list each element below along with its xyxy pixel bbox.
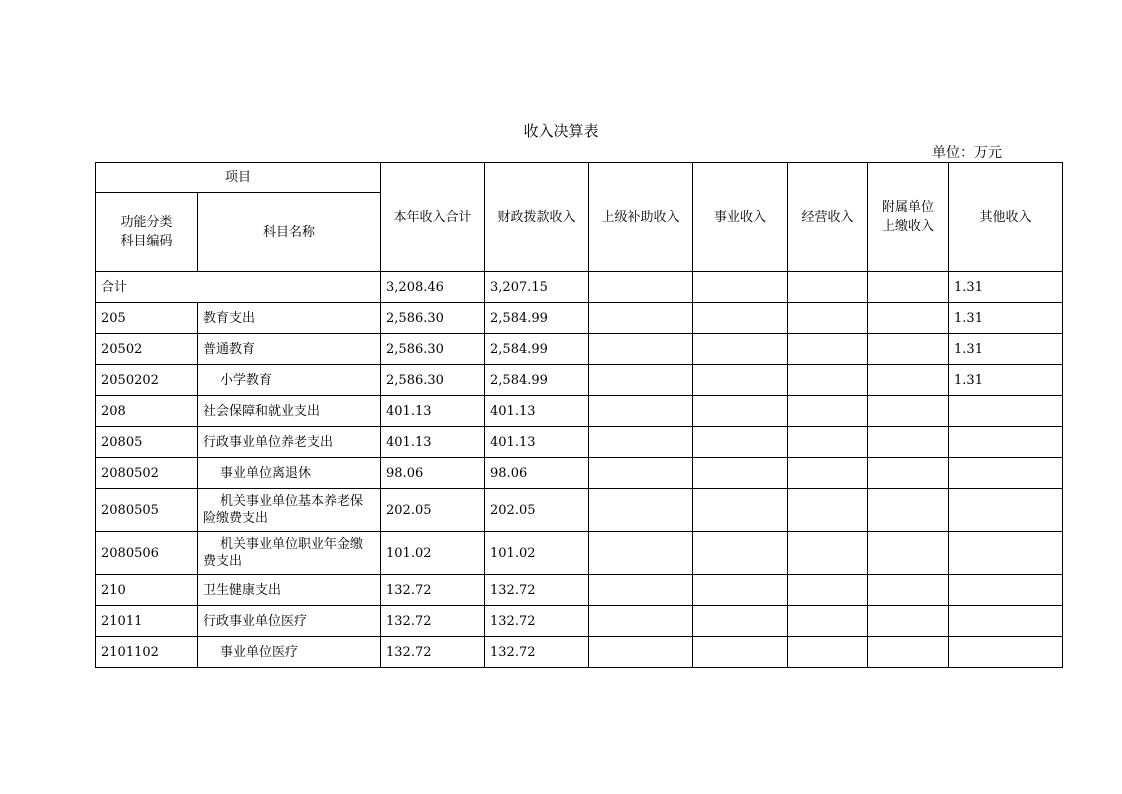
total-cell-total: 3,208.46 (381, 272, 485, 303)
header-operating: 经营收入 (788, 163, 868, 272)
row-cell-business (693, 637, 788, 668)
row-cell-business (693, 427, 788, 458)
row-name: 行政事业单位医疗 (198, 606, 381, 637)
row-cell-superior (589, 427, 693, 458)
row-code: 208 (96, 396, 198, 427)
row-cell-operating (788, 427, 868, 458)
row-cell-other (949, 489, 1063, 532)
row-cell-fiscal: 132.72 (485, 637, 589, 668)
row-cell-superior (589, 637, 693, 668)
table-row (96, 575, 1063, 606)
row-cell-superior (589, 365, 693, 396)
row-name: 事业单位医疗 (198, 637, 381, 668)
row-cell-superior (589, 303, 693, 334)
row-name: 小学教育 (198, 365, 381, 396)
row-name: 卫生健康支出 (198, 575, 381, 606)
row-cell-affiliated (868, 365, 949, 396)
table-row (96, 532, 1063, 575)
row-cell-total: 2,586.30 (381, 303, 485, 334)
row-cell-affiliated (868, 606, 949, 637)
row-cell-total: 132.72 (381, 637, 485, 668)
row-cell-total: 2,586.30 (381, 334, 485, 365)
table-row (96, 303, 1063, 334)
row-cell-fiscal: 2,584.99 (485, 303, 589, 334)
row-cell-other (949, 575, 1063, 606)
total-cell-other: 1.31 (949, 272, 1063, 303)
row-cell-operating (788, 458, 868, 489)
row-cell-other: 1.31 (949, 303, 1063, 334)
row-cell-affiliated (868, 303, 949, 334)
row-cell-other (949, 396, 1063, 427)
total-cell-operating (788, 272, 868, 303)
row-cell-superior (589, 458, 693, 489)
row-name: 事业单位离退休 (198, 458, 381, 489)
row-cell-business (693, 489, 788, 532)
row-code: 2101102 (96, 637, 198, 668)
unit-label: 单位：万元 (932, 145, 1002, 161)
row-cell-business (693, 303, 788, 334)
row-code: 205 (96, 303, 198, 334)
header-superior: 上级补助收入 (589, 163, 693, 272)
row-cell-fiscal: 132.72 (485, 606, 589, 637)
row-cell-other (949, 606, 1063, 637)
table-title: 收入决算表 (523, 122, 599, 140)
header-project: 项目 (96, 163, 381, 193)
row-cell-total: 401.13 (381, 427, 485, 458)
row-cell-superior (589, 489, 693, 532)
row-code: 2080505 (96, 489, 198, 532)
row-cell-operating (788, 637, 868, 668)
row-cell-operating (788, 489, 868, 532)
row-name: 机关事业单位基本养老保险缴费支出 (198, 489, 381, 532)
row-cell-affiliated (868, 396, 949, 427)
table-row (96, 458, 1063, 489)
table-row (96, 489, 1063, 532)
row-cell-affiliated (868, 637, 949, 668)
row-cell-fiscal: 401.13 (485, 427, 589, 458)
row-cell-other: 1.31 (949, 365, 1063, 396)
row-cell-affiliated (868, 427, 949, 458)
row-cell-superior (589, 575, 693, 606)
row-cell-business (693, 575, 788, 606)
row-cell-operating (788, 532, 868, 575)
table-row (96, 637, 1063, 668)
total-cell-superior (589, 272, 693, 303)
row-cell-fiscal: 2,584.99 (485, 365, 589, 396)
row-cell-fiscal: 401.13 (485, 396, 589, 427)
row-name: 社会保障和就业支出 (198, 396, 381, 427)
row-cell-fiscal: 101.02 (485, 532, 589, 575)
row-cell-total: 132.72 (381, 575, 485, 606)
row-cell-total: 132.72 (381, 606, 485, 637)
row-code: 2050202 (96, 365, 198, 396)
row-name: 机关事业单位职业年金缴费支出 (198, 532, 381, 575)
row-cell-business (693, 532, 788, 575)
row-code: 2080506 (96, 532, 198, 575)
table-row (96, 334, 1063, 365)
row-cell-superior (589, 606, 693, 637)
row-cell-total: 401.13 (381, 396, 485, 427)
row-cell-other (949, 637, 1063, 668)
header-affiliated: 附属单位 上缴收入 (868, 163, 949, 272)
row-cell-superior (589, 396, 693, 427)
row-code: 2080502 (96, 458, 198, 489)
header-fiscal: 财政拨款收入 (485, 163, 589, 272)
row-cell-other (949, 427, 1063, 458)
total-cell-business (693, 272, 788, 303)
row-code: 21011 (96, 606, 198, 637)
row-name: 行政事业单位养老支出 (198, 427, 381, 458)
row-code: 20502 (96, 334, 198, 365)
row-cell-operating (788, 606, 868, 637)
row-code: 20805 (96, 427, 198, 458)
row-cell-total: 98.06 (381, 458, 485, 489)
table-row (96, 365, 1063, 396)
row-cell-affiliated (868, 489, 949, 532)
header-business: 事业收入 (693, 163, 788, 272)
row-name: 教育支出 (198, 303, 381, 334)
row-cell-affiliated (868, 532, 949, 575)
table-row (96, 606, 1063, 637)
row-cell-total: 202.05 (381, 489, 485, 532)
row-cell-other: 1.31 (949, 334, 1063, 365)
row-cell-business (693, 458, 788, 489)
row-cell-business (693, 334, 788, 365)
row-cell-operating (788, 365, 868, 396)
row-cell-fiscal: 2,584.99 (485, 334, 589, 365)
row-cell-affiliated (868, 575, 949, 606)
row-cell-total: 2,586.30 (381, 365, 485, 396)
row-cell-operating (788, 303, 868, 334)
row-cell-operating (788, 396, 868, 427)
row-cell-fiscal: 132.72 (485, 575, 589, 606)
total-row (96, 272, 1063, 303)
row-cell-total: 101.02 (381, 532, 485, 575)
total-label: 合计 (96, 272, 381, 303)
row-cell-business (693, 396, 788, 427)
row-code: 210 (96, 575, 198, 606)
total-cell-fiscal: 3,207.15 (485, 272, 589, 303)
row-cell-fiscal: 98.06 (485, 458, 589, 489)
row-cell-other (949, 458, 1063, 489)
row-cell-business (693, 606, 788, 637)
income-table (95, 162, 1063, 668)
row-cell-fiscal: 202.05 (485, 489, 589, 532)
header-total: 本年收入合计 (381, 163, 485, 272)
row-cell-superior (589, 334, 693, 365)
table-row (96, 396, 1063, 427)
header-code: 功能分类 科目编码 (96, 193, 198, 272)
row-cell-other (949, 532, 1063, 575)
row-cell-affiliated (868, 334, 949, 365)
row-cell-business (693, 365, 788, 396)
row-cell-operating (788, 334, 868, 365)
row-cell-affiliated (868, 458, 949, 489)
row-name: 普通教育 (198, 334, 381, 365)
row-cell-operating (788, 575, 868, 606)
table-row (96, 427, 1063, 458)
header-name: 科目名称 (198, 193, 381, 272)
total-cell-affiliated (868, 272, 949, 303)
header-other: 其他收入 (949, 163, 1063, 272)
row-cell-superior (589, 532, 693, 575)
